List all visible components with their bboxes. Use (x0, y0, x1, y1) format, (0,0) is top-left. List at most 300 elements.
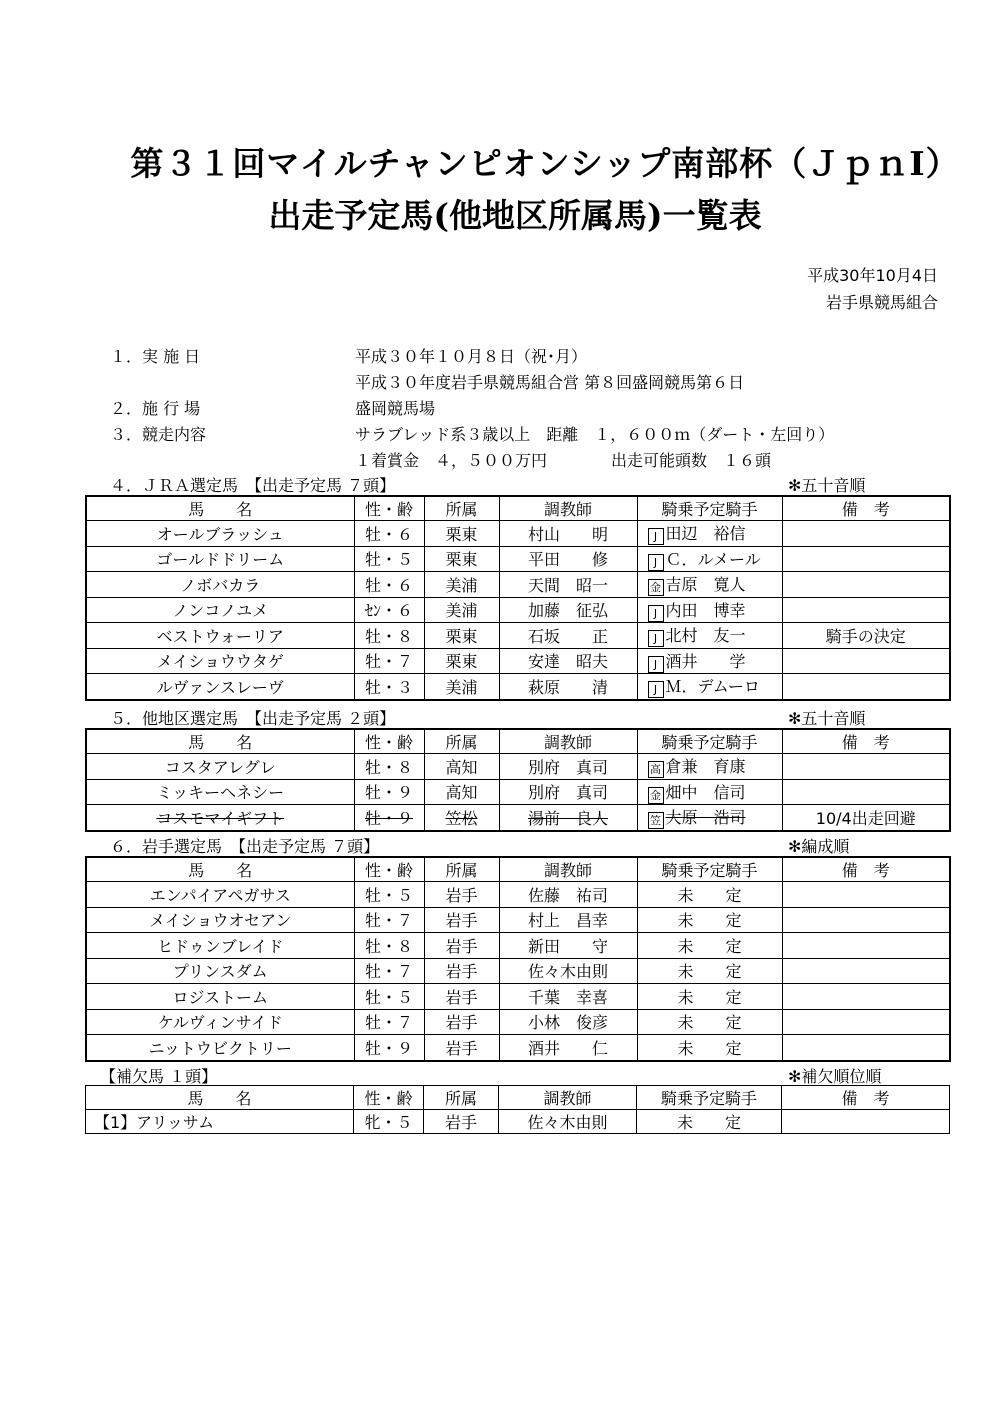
jockey (637, 1110, 782, 1134)
header-sex-age (354, 1086, 424, 1110)
remarks (782, 1009, 950, 1035)
table-jra (85, 495, 951, 701)
horse-name (86, 521, 354, 547)
info-label: ２．施 行 場 (110, 399, 201, 418)
jockey-name: Ｍ．デムーロ (665, 677, 760, 697)
sex-age (354, 572, 424, 598)
affiliation (424, 984, 499, 1010)
table-row (86, 805, 950, 831)
trainer (499, 521, 637, 547)
horse-name-text: コスモマイギフト (156, 808, 285, 828)
affiliation (424, 805, 499, 831)
horse-name-text: ヒドゥンブレイド (157, 936, 284, 956)
affiliation (424, 907, 499, 933)
remarks (782, 907, 950, 933)
sex-age (354, 623, 424, 649)
table-row (86, 1035, 950, 1061)
table-row (86, 754, 950, 780)
jockey-name: 未 定 (677, 987, 742, 1007)
info-value: 盛岡競馬場 (355, 399, 436, 418)
jockey (637, 805, 782, 831)
header-trainer (499, 857, 637, 882)
header-remarks-text: 備 考 (841, 500, 890, 519)
trainer (499, 958, 637, 984)
trainer (499, 572, 637, 598)
jockey (637, 674, 782, 700)
header-jockey (637, 1086, 782, 1110)
table-other (85, 728, 951, 832)
table-row (86, 521, 950, 547)
table-iwate (85, 856, 951, 1062)
affiliation (424, 674, 499, 700)
trainer (499, 882, 637, 908)
affiliation-badge-icon: J (648, 656, 664, 673)
jockey-name: 大原 浩司 (665, 808, 746, 828)
sex-age-text: ｾﾝ・６ (364, 601, 413, 621)
trainer (499, 907, 637, 933)
remarks (782, 623, 950, 649)
sort-order-reserve: ✻補欠順位順 (788, 1067, 882, 1086)
horse-name (86, 1009, 354, 1035)
horse-name-text: エンパイアペガサス (149, 885, 291, 905)
header-sex-age-text: 性・齢 (364, 1089, 413, 1108)
section-title-other: ５．他地区選定馬 【出走予定馬 ２頭】 (110, 709, 396, 728)
table-row (86, 648, 950, 674)
trainer (499, 546, 637, 572)
table-row (86, 597, 950, 623)
info-label: ３．競走内容 (110, 425, 207, 444)
header-remarks (782, 729, 950, 754)
header-name (86, 496, 354, 521)
remarks (782, 1110, 950, 1134)
sex-age-text: 牡・７ (364, 962, 413, 982)
trainer-text: 小林 俊彦 (527, 1013, 608, 1033)
remarks (782, 572, 950, 598)
table-row (86, 1110, 950, 1134)
trainer (499, 597, 637, 623)
header-jockey-text: 騎乗予定騎手 (661, 733, 758, 752)
sex-age-text: 牡・７ (364, 911, 413, 931)
info-row (110, 422, 835, 445)
header-name-text: 馬 名 (188, 733, 253, 752)
horse-name-text: ベストウォーリア (156, 626, 284, 646)
affiliation (424, 521, 499, 547)
header-sex-age (354, 857, 424, 882)
jockey-name: 内田 博幸 (665, 600, 746, 620)
issue-date: 平成30年10月4日 (807, 266, 938, 285)
table-row (86, 572, 950, 598)
jockey (637, 779, 782, 805)
affiliation-badge-icon: 金 (648, 579, 664, 596)
horse-name (86, 623, 354, 649)
sex-age-text: 牡・８ (364, 936, 413, 956)
affiliation (424, 623, 499, 649)
header-remarks (782, 857, 950, 882)
jockey (637, 572, 782, 598)
header-remarks-text: 備 考 (841, 733, 890, 752)
horse-name (86, 572, 354, 598)
sex-age (354, 648, 424, 674)
horse-name-text: ニットウビクトリー (148, 1038, 292, 1058)
table-row (86, 779, 950, 805)
horse-name (86, 882, 354, 908)
trainer (499, 648, 637, 674)
table-header-row (86, 496, 950, 521)
table-row (86, 1009, 950, 1035)
trainer-text: 佐々木由則 (527, 1113, 608, 1132)
info-value: 平成３０年度岩手県競馬組合営 第８回盛岡競馬第６日 (355, 373, 745, 392)
affiliation-text: 岩手 (445, 885, 478, 905)
affiliation-text: 栗東 (445, 550, 478, 570)
header-affiliation (424, 857, 499, 882)
jockey-name: Ｃ．ルメール (665, 549, 761, 569)
remarks (782, 779, 950, 805)
affiliation-badge-icon: 高 (648, 761, 664, 778)
page-subtitle: 出走予定馬(他地区所属馬)一覧表 (268, 196, 762, 235)
affiliation (424, 958, 499, 984)
header-remarks-text: 備 考 (841, 1089, 890, 1108)
trainer-text: 佐々木由則 (527, 962, 608, 982)
trainer (499, 674, 637, 700)
jockey (637, 754, 782, 780)
sex-age-text: 牡・７ (364, 1013, 413, 1033)
remarks (782, 597, 950, 623)
horse-name-text: プリンスダム (172, 962, 268, 982)
sex-age-text: 牡・６ (364, 575, 413, 595)
affiliation-text: 岩手 (444, 1113, 477, 1132)
sex-age (354, 754, 424, 780)
jockey-name: 未 定 (677, 962, 742, 982)
sex-age (354, 1110, 424, 1134)
affiliation-badge-icon: 笠 (648, 812, 664, 829)
remarks (782, 958, 950, 984)
horse-name-text: ミッキーヘネシー (156, 783, 285, 803)
horse-name (86, 1035, 354, 1061)
header-name-text: 馬 名 (187, 1089, 252, 1108)
header-jockey (637, 857, 782, 882)
header-jockey (637, 496, 782, 521)
sex-age (354, 882, 424, 908)
affiliation-text: 美浦 (445, 575, 478, 595)
affiliation (424, 597, 499, 623)
jockey-name: 畑中 信司 (665, 782, 746, 802)
trainer-text: 石坂 正 (527, 626, 608, 646)
section-title-jra: ４．ＪＲＡ選定馬 【出走予定馬 ７頭】 (110, 476, 396, 495)
trainer-text: 安達 昭夫 (527, 652, 608, 672)
affiliation-text: 岩手 (445, 911, 478, 931)
jockey (637, 1009, 782, 1035)
jockey (637, 623, 782, 649)
issuer: 岩手県競馬組合 (825, 293, 938, 312)
trainer-text: 天間 昭一 (527, 575, 608, 595)
affiliation-badge-icon: J (648, 528, 664, 545)
horse-name-text: メイショウオセアン (149, 911, 292, 931)
affiliation (424, 933, 499, 959)
remarks (782, 754, 950, 780)
affiliation-text: 栗東 (445, 652, 478, 672)
affiliation-text: 岩手 (445, 936, 478, 956)
sort-order-iwate: ✻編成順 (788, 837, 850, 856)
horse-name-text: ルヴァンスレーヴ (156, 677, 284, 697)
horse-name (86, 648, 354, 674)
horse-name-text: ケルヴィンサイド (157, 1013, 283, 1033)
affiliation (424, 648, 499, 674)
horse-name (86, 805, 354, 831)
info-value: １着賞金 ４，５００万円 出走可能頭数 １６頭 (355, 451, 772, 470)
trainer (499, 1110, 637, 1134)
affiliation-text: 高知 (445, 757, 478, 777)
trainer-text: 平田 修 (527, 550, 608, 570)
table-header-row (86, 1086, 950, 1110)
trainer-text: 村山 明 (527, 524, 608, 544)
sex-age (354, 546, 424, 572)
sex-age (354, 674, 424, 700)
table-row (86, 546, 950, 572)
remarks (782, 1035, 950, 1061)
affiliation-text: 栗東 (445, 626, 478, 646)
horse-name-text: コスタアレグレ (164, 757, 276, 777)
sex-age (354, 521, 424, 547)
table-header-row (86, 857, 950, 882)
header-sex-age-text: 性・齢 (364, 861, 413, 880)
jockey (637, 648, 782, 674)
table-header-row (86, 729, 950, 754)
remarks (782, 933, 950, 959)
jockey-name: 北村 友一 (665, 626, 746, 646)
issue-block (807, 262, 938, 316)
header-sex-age-text: 性・齢 (364, 733, 413, 752)
jockey (637, 546, 782, 572)
sex-age-text: 牡・５ (364, 987, 413, 1007)
affiliation (424, 1035, 499, 1061)
header-sex-age (354, 729, 424, 754)
table-row (86, 623, 950, 649)
horse-name (86, 674, 354, 700)
affiliation (424, 1009, 499, 1035)
header-name (86, 1086, 354, 1110)
sex-age (354, 779, 424, 805)
header-remarks (782, 1086, 950, 1110)
jockey-name: 未 定 (677, 885, 742, 905)
horse-name (86, 754, 354, 780)
sex-age-text: 牡・３ (364, 677, 413, 697)
header-trainer (499, 1086, 637, 1110)
info-row (110, 344, 588, 367)
section-title-iwate: ６．岩手選定馬 【出走予定馬 ７頭】 (110, 837, 380, 856)
header-jockey-text: 騎乗予定騎手 (660, 1089, 757, 1108)
horse-name-text: オールブラッシュ (156, 524, 284, 544)
trainer-text: 千葉 幸喜 (527, 987, 608, 1007)
affiliation (424, 779, 499, 805)
jockey-name: 未 定 (677, 1038, 742, 1058)
info-value: 平成３０年１０月８日（祝･月） (355, 347, 588, 366)
horse-name-text: メイショウウタゲ (156, 652, 284, 672)
jockey (637, 882, 782, 908)
affiliation-text: 栗東 (445, 524, 478, 544)
table-row (86, 907, 950, 933)
remarks (782, 805, 950, 831)
header-trainer-text: 調教師 (543, 1089, 592, 1108)
table-row (86, 882, 950, 908)
trainer-text: 萩原 清 (527, 677, 608, 697)
header-trainer (499, 496, 637, 521)
sex-age-text: 牡・９ (364, 783, 413, 803)
horse-name (86, 597, 354, 623)
sex-age (354, 933, 424, 959)
affiliation (424, 882, 499, 908)
affiliation-text: 岩手 (445, 962, 478, 982)
sex-age (354, 907, 424, 933)
trainer-text: 別府 真司 (527, 757, 608, 777)
trainer-text: 別府 真司 (527, 783, 608, 803)
remarks-text: 騎手の決定 (825, 626, 906, 646)
header-affiliation (424, 496, 499, 521)
section-title-reserve: 【補欠馬 １頭】 (100, 1067, 218, 1086)
horse-name (86, 1110, 354, 1134)
header-trainer-text: 調教師 (543, 733, 592, 752)
sex-age-text: 牡・５ (364, 550, 413, 570)
info-label: １．実 施 日 (110, 347, 201, 366)
sex-age-text: 牡・９ (364, 808, 413, 828)
jockey-name: 倉兼 育康 (665, 757, 746, 777)
info-value: サラブレッド系３歳以上 距離 １，６００ｍ（ダート・左回り） (355, 425, 835, 444)
affiliation-badge-icon: J (648, 681, 664, 698)
header-affiliation (424, 1086, 499, 1110)
horse-name-text: ノンコノユメ (172, 601, 269, 621)
jockey (637, 933, 782, 959)
horse-name (86, 546, 354, 572)
sex-age (354, 1009, 424, 1035)
header-affiliation-text: 所属 (445, 861, 478, 880)
trainer (499, 1009, 637, 1035)
header-trainer-text: 調教師 (543, 861, 592, 880)
sex-age (354, 1035, 424, 1061)
affiliation-badge-icon: 金 (648, 787, 664, 804)
jockey-name: 酒井 学 (665, 651, 746, 671)
jockey-name: 未 定 (677, 1013, 742, 1033)
affiliation-text: 高知 (445, 783, 478, 803)
sex-age-text: 牡・９ (364, 1038, 413, 1058)
trainer-text: 佐藤 祐司 (527, 885, 608, 905)
header-jockey-text: 騎乗予定騎手 (661, 500, 758, 519)
horse-name-text: 【1】アリッサム (94, 1113, 215, 1132)
header-name (86, 729, 354, 754)
affiliation-badge-icon: J (648, 630, 664, 647)
remarks (782, 648, 950, 674)
header-sex-age (354, 496, 424, 521)
jockey (637, 521, 782, 547)
affiliation-text: 美浦 (445, 677, 478, 697)
affiliation-text: 笠松 (445, 808, 478, 828)
jockey-name: 未 定 (677, 936, 742, 956)
header-jockey-text: 騎乗予定騎手 (661, 861, 758, 880)
header-name (86, 857, 354, 882)
affiliation (424, 1110, 499, 1134)
horse-name (86, 907, 354, 933)
table-row (86, 958, 950, 984)
header-affiliation-text: 所属 (444, 1089, 477, 1108)
jockey-name: 未 定 (676, 1113, 741, 1132)
header-affiliation-text: 所属 (445, 733, 478, 752)
affiliation-text: 岩手 (445, 1013, 478, 1033)
trainer (499, 754, 637, 780)
jockey (637, 597, 782, 623)
sex-age-text: 牡・８ (364, 757, 413, 777)
header-affiliation-text: 所属 (445, 500, 478, 519)
header-trainer (499, 729, 637, 754)
page-title: 第３１回マイルチャンピオンシップ南部杯（ＪｐｎⅠ） (130, 144, 960, 183)
header-remarks (782, 496, 950, 521)
horse-name-text: ロジストーム (172, 987, 269, 1007)
affiliation-text: 岩手 (445, 987, 478, 1007)
header-trainer-text: 調教師 (543, 500, 592, 519)
affiliation (424, 572, 499, 598)
remarks (782, 882, 950, 908)
trainer-text: 新田 守 (527, 936, 608, 956)
header-name-text: 馬 名 (188, 500, 253, 519)
sex-age (354, 984, 424, 1010)
sex-age-text: 牡・７ (364, 652, 413, 672)
info-row (110, 396, 436, 419)
header-sex-age-text: 性・齢 (364, 500, 413, 519)
trainer (499, 805, 637, 831)
jockey (637, 907, 782, 933)
trainer-text: 酒井 仁 (527, 1038, 608, 1058)
horse-name-text: ゴールドドリーム (156, 550, 285, 570)
jockey-name: 吉原 寛人 (665, 575, 746, 595)
remarks (782, 674, 950, 700)
affiliation (424, 754, 499, 780)
affiliation-badge-icon: J (648, 605, 664, 622)
sex-age-text: 牡・６ (364, 524, 413, 544)
remarks-text: 10/4出走回避 (815, 808, 916, 828)
sex-age (354, 805, 424, 831)
trainer-text: 村上 昌幸 (527, 911, 608, 931)
header-affiliation (424, 729, 499, 754)
affiliation-text: 美浦 (445, 601, 478, 621)
trainer-text: 加藤 征弘 (527, 601, 608, 621)
table-row (86, 984, 950, 1010)
sex-age (354, 958, 424, 984)
remarks (782, 984, 950, 1010)
table-reserve (85, 1085, 950, 1134)
header-jockey (637, 729, 782, 754)
sex-age-text: 牡・８ (364, 626, 413, 646)
jockey-name: 未 定 (677, 911, 742, 931)
trainer (499, 779, 637, 805)
sort-order-jra: ✻五十音順 (788, 476, 866, 495)
affiliation (424, 546, 499, 572)
jockey (637, 1035, 782, 1061)
horse-name (86, 779, 354, 805)
table-row (86, 674, 950, 700)
sex-age-text: 牡・５ (364, 885, 413, 905)
sort-order-other: ✻五十音順 (788, 709, 866, 728)
table-row (86, 933, 950, 959)
trainer (499, 1035, 637, 1061)
remarks (782, 521, 950, 547)
sex-age-text: 牝・５ (364, 1113, 413, 1132)
jockey (637, 984, 782, 1010)
sex-age (354, 597, 424, 623)
trainer-text: 湯前 良人 (527, 808, 608, 828)
header-name-text: 馬 名 (188, 861, 253, 880)
horse-name-text: ノボバカラ (180, 575, 261, 595)
jockey (637, 958, 782, 984)
horse-name (86, 958, 354, 984)
remarks (782, 546, 950, 572)
horse-name (86, 984, 354, 1010)
